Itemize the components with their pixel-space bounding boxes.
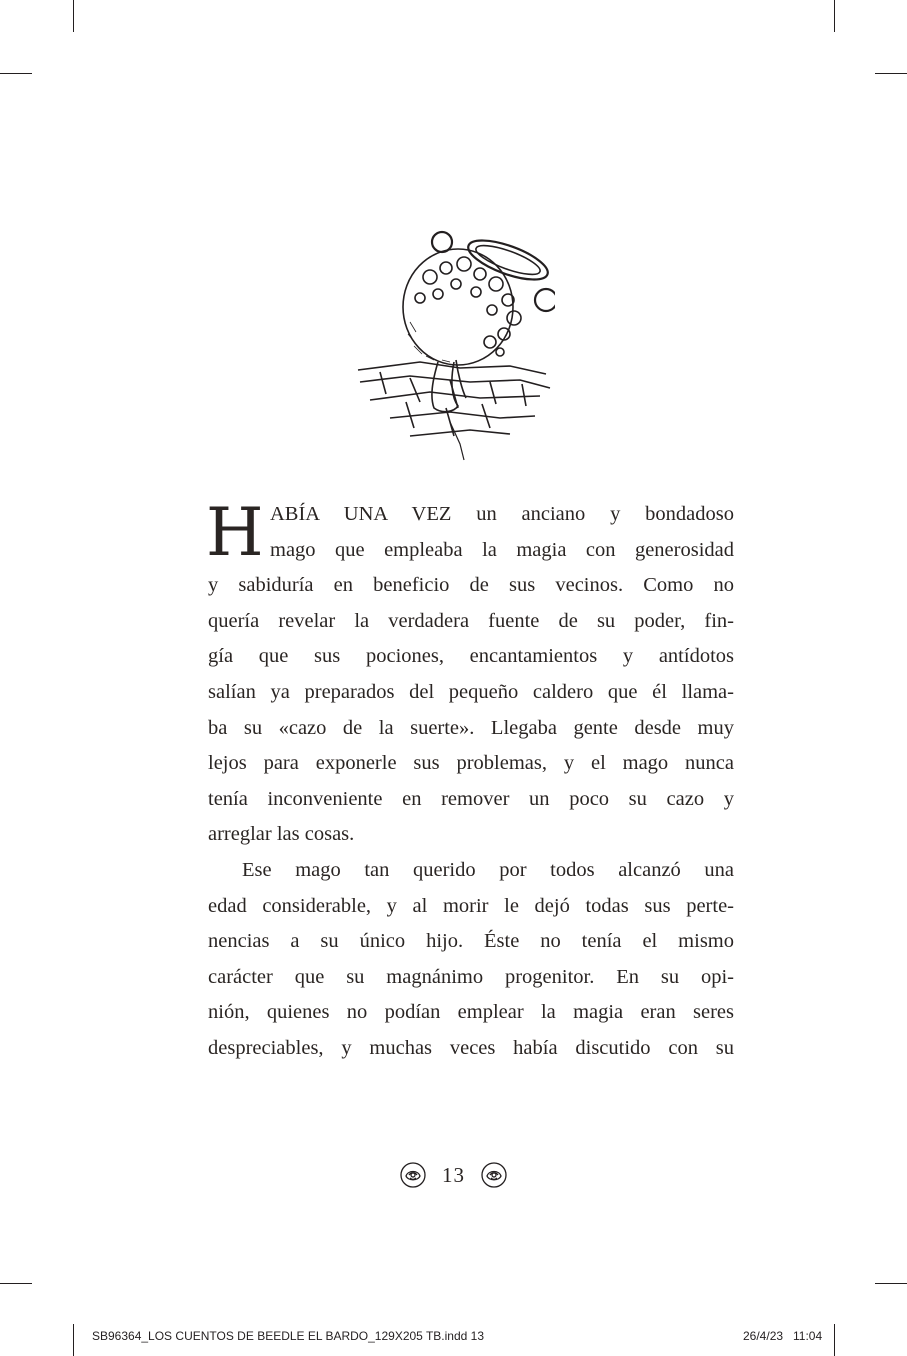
slug-time: 11:04 xyxy=(793,1329,823,1343)
text-line: salían ya preparados del pequeño caldero que él llama- xyxy=(208,680,734,703)
crop-mark-right-bottom xyxy=(875,1283,907,1284)
rose-ornament-icon xyxy=(479,1160,509,1190)
hopping-pot-illustration xyxy=(350,222,555,462)
text-line: lejos para exponerle sus problemas, y el mago nunca xyxy=(208,752,734,775)
text-line: ba su «cazo de la suerte». Llegaba gente desde muy xyxy=(208,716,734,739)
text-line: y sabiduría en beneficio de sus vecinos. Como no xyxy=(208,574,734,597)
slug-filename: SB96364_LOS CUENTOS DE BEEDLE EL BARDO_129X205 TB.indd 13 xyxy=(92,1329,484,1343)
crop-mark-right-top xyxy=(875,73,907,74)
crop-mark-left-top xyxy=(0,73,32,74)
paragraph-1 xyxy=(206,494,734,853)
page-number: 13 xyxy=(442,1162,465,1187)
text-line: tenía inconveniente en remover un poco su cazo y xyxy=(208,787,734,810)
page-folio xyxy=(0,1160,907,1200)
text-line: gía que sus pociones, encantamientos y antídotos xyxy=(208,645,734,668)
crop-mark-bottom-right xyxy=(834,1324,835,1356)
text-line: ABÍA UNA VEZ un anciano y bondadoso xyxy=(270,503,734,525)
drop-cap: H xyxy=(206,494,264,571)
text-line: carácter que su magnánimo progenitor. En su opi- xyxy=(208,965,734,988)
text-line: Ese mago tan querido por todos alcanzó una xyxy=(242,858,734,881)
text-line: mago que empleaba la magia con generosidad xyxy=(270,538,734,561)
crop-mark-left-bottom xyxy=(0,1283,32,1284)
crop-mark-top-left xyxy=(73,0,74,32)
crop-mark-bottom-left xyxy=(73,1324,74,1356)
paragraph-2 xyxy=(208,853,734,1067)
slug-date: 26/4/23 xyxy=(743,1329,784,1343)
text-line: arreglar las cosas. xyxy=(208,823,355,846)
text-line: quería revelar la verdadera fuente de su poder, fin- xyxy=(208,609,734,632)
text-line: despreciables, y muchas veces había discutido con su xyxy=(208,1036,734,1059)
story-text xyxy=(206,494,734,1067)
rose-ornament-icon xyxy=(398,1160,428,1190)
text-line: nión, quienes no podían emplear la magia eran seres xyxy=(208,1001,734,1024)
crop-mark-top-right xyxy=(834,0,835,32)
text-line: edad considerable, y al morir le dejó todas sus perte- xyxy=(208,894,734,917)
text-line: nencias a su único hijo. Éste no tenía el mismo xyxy=(208,930,734,953)
